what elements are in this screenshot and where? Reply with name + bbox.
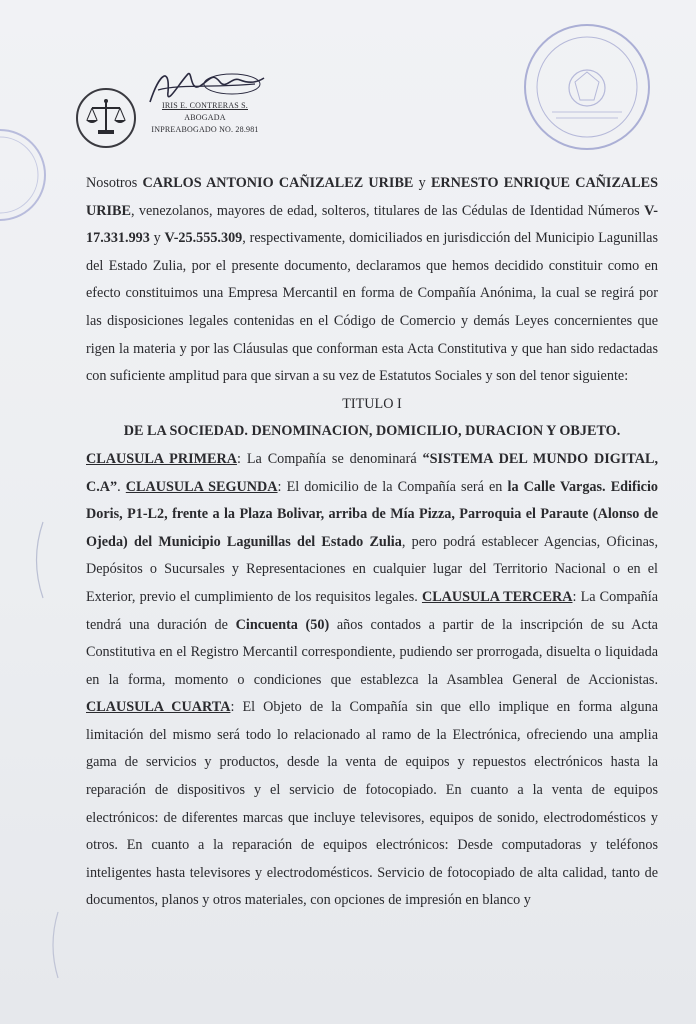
text-run: : La Compañía tendrá una duración de — [86, 588, 658, 633]
section-title: TITULO I — [342, 395, 402, 412]
text-run: : La Compañía se denominará — [236, 450, 423, 467]
section-subtitle: DE LA SOCIEDAD. DENOMINACION, DOMICILIO, DURACION Y OBJETO. — [123, 423, 621, 440]
clause-heading-3: CLAUSULA TERCERA — [421, 588, 573, 605]
text-run: , pero podrá establecer Agencias, Oficinas, Depósitos o Sucursales y Representaciones en cualquier lugar del Territorio Nacional o en el Exterior, previo el cumplimiento de los requisitos legales. — [86, 533, 658, 605]
id-number-2: V-25.555.309 — [164, 230, 243, 247]
person-name-2: ERNESTO ENRIQUE CAÑIZALES URIBE — [86, 175, 658, 219]
margin-mark-2 — [44, 910, 64, 980]
text-run: : El domicilio de la Compañía será en — [277, 478, 508, 495]
margin-mark — [28, 520, 48, 600]
clause-heading-2: CLAUSULA SEGUNDA — [125, 478, 278, 495]
lawyer-title: ABOGADA — [184, 113, 226, 122]
scales-of-justice-icon — [78, 90, 134, 146]
duration-years: Cincuenta (50) — [235, 616, 330, 633]
clause-heading-1: CLAUSULA PRIMERA — [86, 450, 237, 467]
text-run: años contados a partir de la inscripción de su Acta Constitutiva en el Registro Mercantil correspondiente, pudiendo ser prorrogada, disuelta o liquidada en la forma, momento o condiciones que establezca la Asamblea General de Accionistas. — [86, 616, 658, 688]
id-number-1: V-17.331.993 — [86, 202, 658, 247]
company-address: la Calle Vargas. Edificio Doris, P1-L2, frente a la Plaza Bolivar, arriba de Mía Pizza, Parroquia el Paraute (Alonso de Ojeda) del Municipio Lagunillas del Estado Zulia — [86, 478, 658, 550]
text-run: Nosotros — [86, 175, 143, 191]
text-run: y — [149, 230, 165, 247]
intro-paragraph — [86, 170, 658, 391]
text-run: : El Objeto de la Compañía sin que ello implique en forma alguna limitación del mismo será todo lo relacionado al ramo de la Electrónica, ofreciendo una amplia gama de servicios y productos, desde la venta de equipos y repuestos electrónicos hasta la reparación de dispositivos y el servicio de fotocopiado. En cuanto a la venta de equipos electrónicos: de diferentes marcas que incluye televisores, equipos de sonido, electrodomésticos y otros. En cuanto a la reparación de equipos electrónicos: Desde computadoras y teléfonos inteligentes hasta televisores y electrodomésticos. Servicio de fotocopiado de alta calidad, tanto de documentos, planos y otros materiales, con opciones de impresión en blanco y — [86, 699, 658, 909]
text-run: . — [117, 478, 126, 495]
person-name-1: CARLOS ANTONIO CAÑIZALEZ URIBE — [142, 175, 414, 191]
text-run: y — [413, 175, 431, 191]
left-stamp-arc — [0, 120, 70, 230]
company-name: “SISTEMA DEL MUNDO DIGITAL, C.A” — [86, 450, 659, 495]
official-seal — [522, 22, 652, 152]
text-run: , venezolanos, mayores de edad, solteros, titulares de las Cédulas de Identidad Números — [130, 202, 645, 219]
text-run: , respectivamente, domiciliados en jurisdicción del Municipio Lagunillas del Estado Zulia, por el presente documento, declaramos que hemos decidido constituir como en efecto constituimos una Empresa Mercantil en forma de Compañía Anónima, la cual se regirá por las disposiciones legales contenidas en el Código de Comercio y demás Leyes concernientes que rigen la materia y por las Cláusulas que conforman esta Acta Constitutiva y que han sido redactadas con suficiente amplitud para que sirvan a su vez de Estatutos Sociales y son del tenor siguiente: — [86, 230, 658, 385]
lawyer-ipsa: INPREABOGADO NO. 28.981 — [151, 125, 259, 134]
document-body — [86, 170, 658, 915]
scales-logo — [76, 88, 136, 148]
lawyer-name: IRIS E. CONTRERAS S. — [161, 101, 248, 110]
clause-heading-4: CLAUSULA CUARTA — [86, 699, 231, 716]
clauses-paragraph — [86, 446, 658, 915]
lawyer-stamp — [140, 100, 270, 136]
